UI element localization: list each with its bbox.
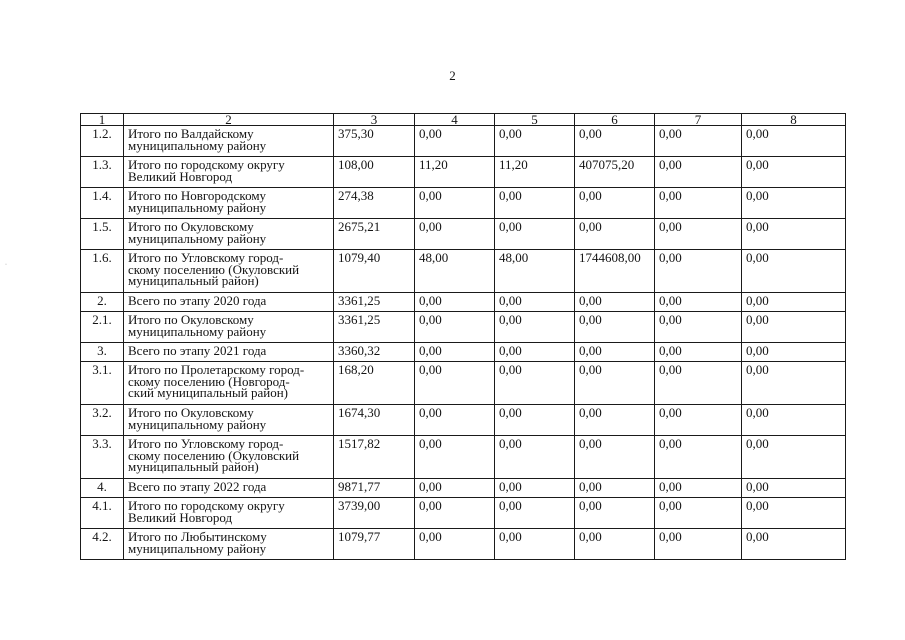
column-header: 7 xyxy=(655,114,742,126)
row-name-line: муниципальный район) xyxy=(128,273,259,288)
cell-value: 1079,77 xyxy=(334,529,415,560)
cell-value: 0,00 xyxy=(495,343,575,362)
cell-value: 0,00 xyxy=(575,436,655,479)
cell-value: 0,00 xyxy=(742,312,846,343)
row-name-line: Итого по городскому округу xyxy=(128,157,285,172)
table-row xyxy=(81,498,846,529)
column-header: 6 xyxy=(575,114,655,126)
table-row xyxy=(81,343,846,362)
row-name xyxy=(124,362,334,405)
cell-value: 0,00 xyxy=(495,405,575,436)
cell-value: 0,00 xyxy=(415,343,495,362)
column-header: 8 xyxy=(742,114,846,126)
cell-value: 0,00 xyxy=(415,529,495,560)
cell-value: 0,00 xyxy=(655,529,742,560)
row-name xyxy=(124,188,334,219)
row-name-line: муниципальному району xyxy=(128,199,267,215)
cell-value: 0,00 xyxy=(415,312,495,343)
cell-value: 0,00 xyxy=(655,479,742,498)
row-name-line: скому поселению (Окуловский xyxy=(128,261,300,277)
cell-value: 168,20 xyxy=(334,362,415,405)
row-name-line: муниципальному району xyxy=(128,230,267,246)
row-number: 4.2. xyxy=(81,529,124,560)
row-name xyxy=(124,250,334,293)
cell-value: 0,00 xyxy=(742,479,846,498)
cell-value: 0,00 xyxy=(655,126,742,157)
table-row xyxy=(81,479,846,498)
row-name-line: муниципальному району xyxy=(128,416,267,432)
cell-value: 9871,77 xyxy=(334,479,415,498)
row-name xyxy=(124,312,334,343)
margin-mark: · xyxy=(5,262,7,268)
cell-value: 0,00 xyxy=(575,312,655,343)
cell-value: 0,00 xyxy=(655,188,742,219)
cell-value: 375,30 xyxy=(334,126,415,157)
row-number: 2. xyxy=(81,293,124,312)
cell-value: 0,00 xyxy=(495,529,575,560)
cell-value: 274,38 xyxy=(334,188,415,219)
column-header: 5 xyxy=(495,114,575,126)
cell-value: 0,00 xyxy=(415,293,495,312)
cell-value: 0,00 xyxy=(415,405,495,436)
row-name-line: Итого по Окуловскому xyxy=(128,312,254,327)
cell-value: 0,00 xyxy=(575,479,655,498)
cell-value: 11,20 xyxy=(495,157,575,188)
page-number: 2 xyxy=(449,68,456,83)
table-row xyxy=(81,436,846,479)
cell-value: 0,00 xyxy=(742,405,846,436)
row-name xyxy=(124,126,334,157)
row-name-line: Всего по этапу 2021 года xyxy=(128,343,267,358)
row-name-line: Великий Новгород xyxy=(128,509,233,525)
row-name-line: Всего по этапу 2020 года xyxy=(128,293,267,308)
cell-value: 0,00 xyxy=(575,529,655,560)
table-row xyxy=(81,250,846,293)
cell-value: 0,00 xyxy=(575,293,655,312)
cell-value: 407075,20 xyxy=(575,157,655,188)
cell-value: 0,00 xyxy=(415,498,495,529)
cell-value: 0,00 xyxy=(495,312,575,343)
cell-value: 108,00 xyxy=(334,157,415,188)
row-name-line: Итого по Окуловскому xyxy=(128,405,254,420)
column-header: 4 xyxy=(415,114,495,126)
row-number: 3. xyxy=(81,343,124,362)
row-name-line: Итого по городскому округу xyxy=(128,498,285,513)
cell-value: 0,00 xyxy=(742,362,846,405)
cell-value: 0,00 xyxy=(655,362,742,405)
cell-value: 0,00 xyxy=(415,219,495,250)
cell-value: 0,00 xyxy=(495,362,575,405)
table-row xyxy=(81,529,846,560)
row-name xyxy=(124,529,334,560)
cell-value: 0,00 xyxy=(495,436,575,479)
row-name xyxy=(124,293,334,312)
row-number: 3.2. xyxy=(81,405,124,436)
row-name xyxy=(124,157,334,188)
row-number: 1.3. xyxy=(81,157,124,188)
cell-value: 0,00 xyxy=(742,250,846,293)
cell-value: 11,20 xyxy=(415,157,495,188)
cell-value: 0,00 xyxy=(495,126,575,157)
cell-value: 1079,40 xyxy=(334,250,415,293)
cell-value: 3361,25 xyxy=(334,293,415,312)
table-body xyxy=(81,114,846,560)
cell-value: 0,00 xyxy=(742,498,846,529)
cell-value: 1744608,00 xyxy=(575,250,655,293)
cell-value: 0,00 xyxy=(415,479,495,498)
cell-value: 0,00 xyxy=(575,219,655,250)
cell-value: 0,00 xyxy=(655,293,742,312)
row-name-line: муниципальному району xyxy=(128,323,267,339)
table-row xyxy=(81,405,846,436)
table-row xyxy=(81,293,846,312)
cell-value: 0,00 xyxy=(495,219,575,250)
cell-value: 0,00 xyxy=(742,529,846,560)
table-row xyxy=(81,126,846,157)
cell-value: 0,00 xyxy=(742,436,846,479)
row-number: 4. xyxy=(81,479,124,498)
row-name-line: Итого по Валдайскому xyxy=(128,126,254,141)
row-name-line: муниципальному району xyxy=(128,137,267,153)
cell-value: 0,00 xyxy=(575,188,655,219)
cell-value: 0,00 xyxy=(655,312,742,343)
table-row xyxy=(81,157,846,188)
cell-value: 0,00 xyxy=(495,293,575,312)
row-name-line: скому поселению (Окуловский xyxy=(128,447,300,463)
column-header: 1 xyxy=(81,114,124,126)
row-name-line: муниципальный район) xyxy=(128,459,259,474)
cell-value: 0,00 xyxy=(655,343,742,362)
cell-value: 0,00 xyxy=(415,188,495,219)
cell-value: 0,00 xyxy=(655,436,742,479)
column-header: 3 xyxy=(334,114,415,126)
row-name-line: Итого по Новгородскому xyxy=(128,188,267,203)
cell-value: 0,00 xyxy=(575,362,655,405)
row-number: 4.1. xyxy=(81,498,124,529)
row-name-line: Итого по Угловскому город- xyxy=(128,436,284,451)
cell-value: 0,00 xyxy=(742,219,846,250)
cell-value: 2675,21 xyxy=(334,219,415,250)
cell-value: 1517,82 xyxy=(334,436,415,479)
cell-value: 0,00 xyxy=(742,293,846,312)
cell-value: 0,00 xyxy=(655,219,742,250)
table-row xyxy=(81,362,846,405)
cell-value: 0,00 xyxy=(655,157,742,188)
cell-value: 0,00 xyxy=(575,498,655,529)
cell-value: 0,00 xyxy=(415,362,495,405)
row-number: 1.5. xyxy=(81,219,124,250)
row-name-line: скому поселению (Новгород- xyxy=(128,373,290,389)
cell-value: 0,00 xyxy=(655,405,742,436)
row-name-line: Итого по Окуловскому xyxy=(128,219,254,234)
row-name-line: муниципальному району xyxy=(128,540,267,556)
column-header: 2 xyxy=(124,114,334,126)
row-name xyxy=(124,405,334,436)
cell-value: 0,00 xyxy=(742,343,846,362)
row-number: 1.2. xyxy=(81,126,124,157)
cell-value: 0,00 xyxy=(655,250,742,293)
table-row xyxy=(81,219,846,250)
row-name xyxy=(124,498,334,529)
cell-value: 0,00 xyxy=(415,126,495,157)
row-number: 2.1. xyxy=(81,312,124,343)
row-name xyxy=(124,436,334,479)
row-name-line: Итого по Угловскому город- xyxy=(128,250,284,265)
cell-value: 0,00 xyxy=(575,405,655,436)
row-name-line: Итого по Любытинскому xyxy=(128,529,267,544)
cell-value: 0,00 xyxy=(742,126,846,157)
cell-value: 0,00 xyxy=(495,188,575,219)
row-name-line: ский муниципальный район) xyxy=(128,385,288,400)
cell-value: 3361,25 xyxy=(334,312,415,343)
cell-value: 48,00 xyxy=(495,250,575,293)
cell-value: 0,00 xyxy=(415,436,495,479)
cell-value: 0,00 xyxy=(742,157,846,188)
header-row xyxy=(81,114,846,126)
cell-value: 3360,32 xyxy=(334,343,415,362)
data-table xyxy=(80,113,846,560)
row-number: 3.1. xyxy=(81,362,124,405)
cell-value: 0,00 xyxy=(495,479,575,498)
cell-value: 0,00 xyxy=(742,188,846,219)
row-number: 1.6. xyxy=(81,250,124,293)
cell-value: 0,00 xyxy=(575,343,655,362)
cell-value: 1674,30 xyxy=(334,405,415,436)
row-number: 3.3. xyxy=(81,436,124,479)
row-name xyxy=(124,219,334,250)
cell-value: 0,00 xyxy=(575,126,655,157)
row-name-line: Всего по этапу 2022 года xyxy=(128,479,267,494)
row-name xyxy=(124,479,334,498)
cell-value: 0,00 xyxy=(495,498,575,529)
row-name-line: Великий Новгород xyxy=(128,168,233,184)
cell-value: 3739,00 xyxy=(334,498,415,529)
cell-value: 48,00 xyxy=(415,250,495,293)
table-row xyxy=(81,188,846,219)
row-number: 1.4. xyxy=(81,188,124,219)
row-name-line: Итого по Пролетарскому город- xyxy=(128,362,305,377)
cell-value: 0,00 xyxy=(655,498,742,529)
row-name xyxy=(124,343,334,362)
table-row xyxy=(81,312,846,343)
